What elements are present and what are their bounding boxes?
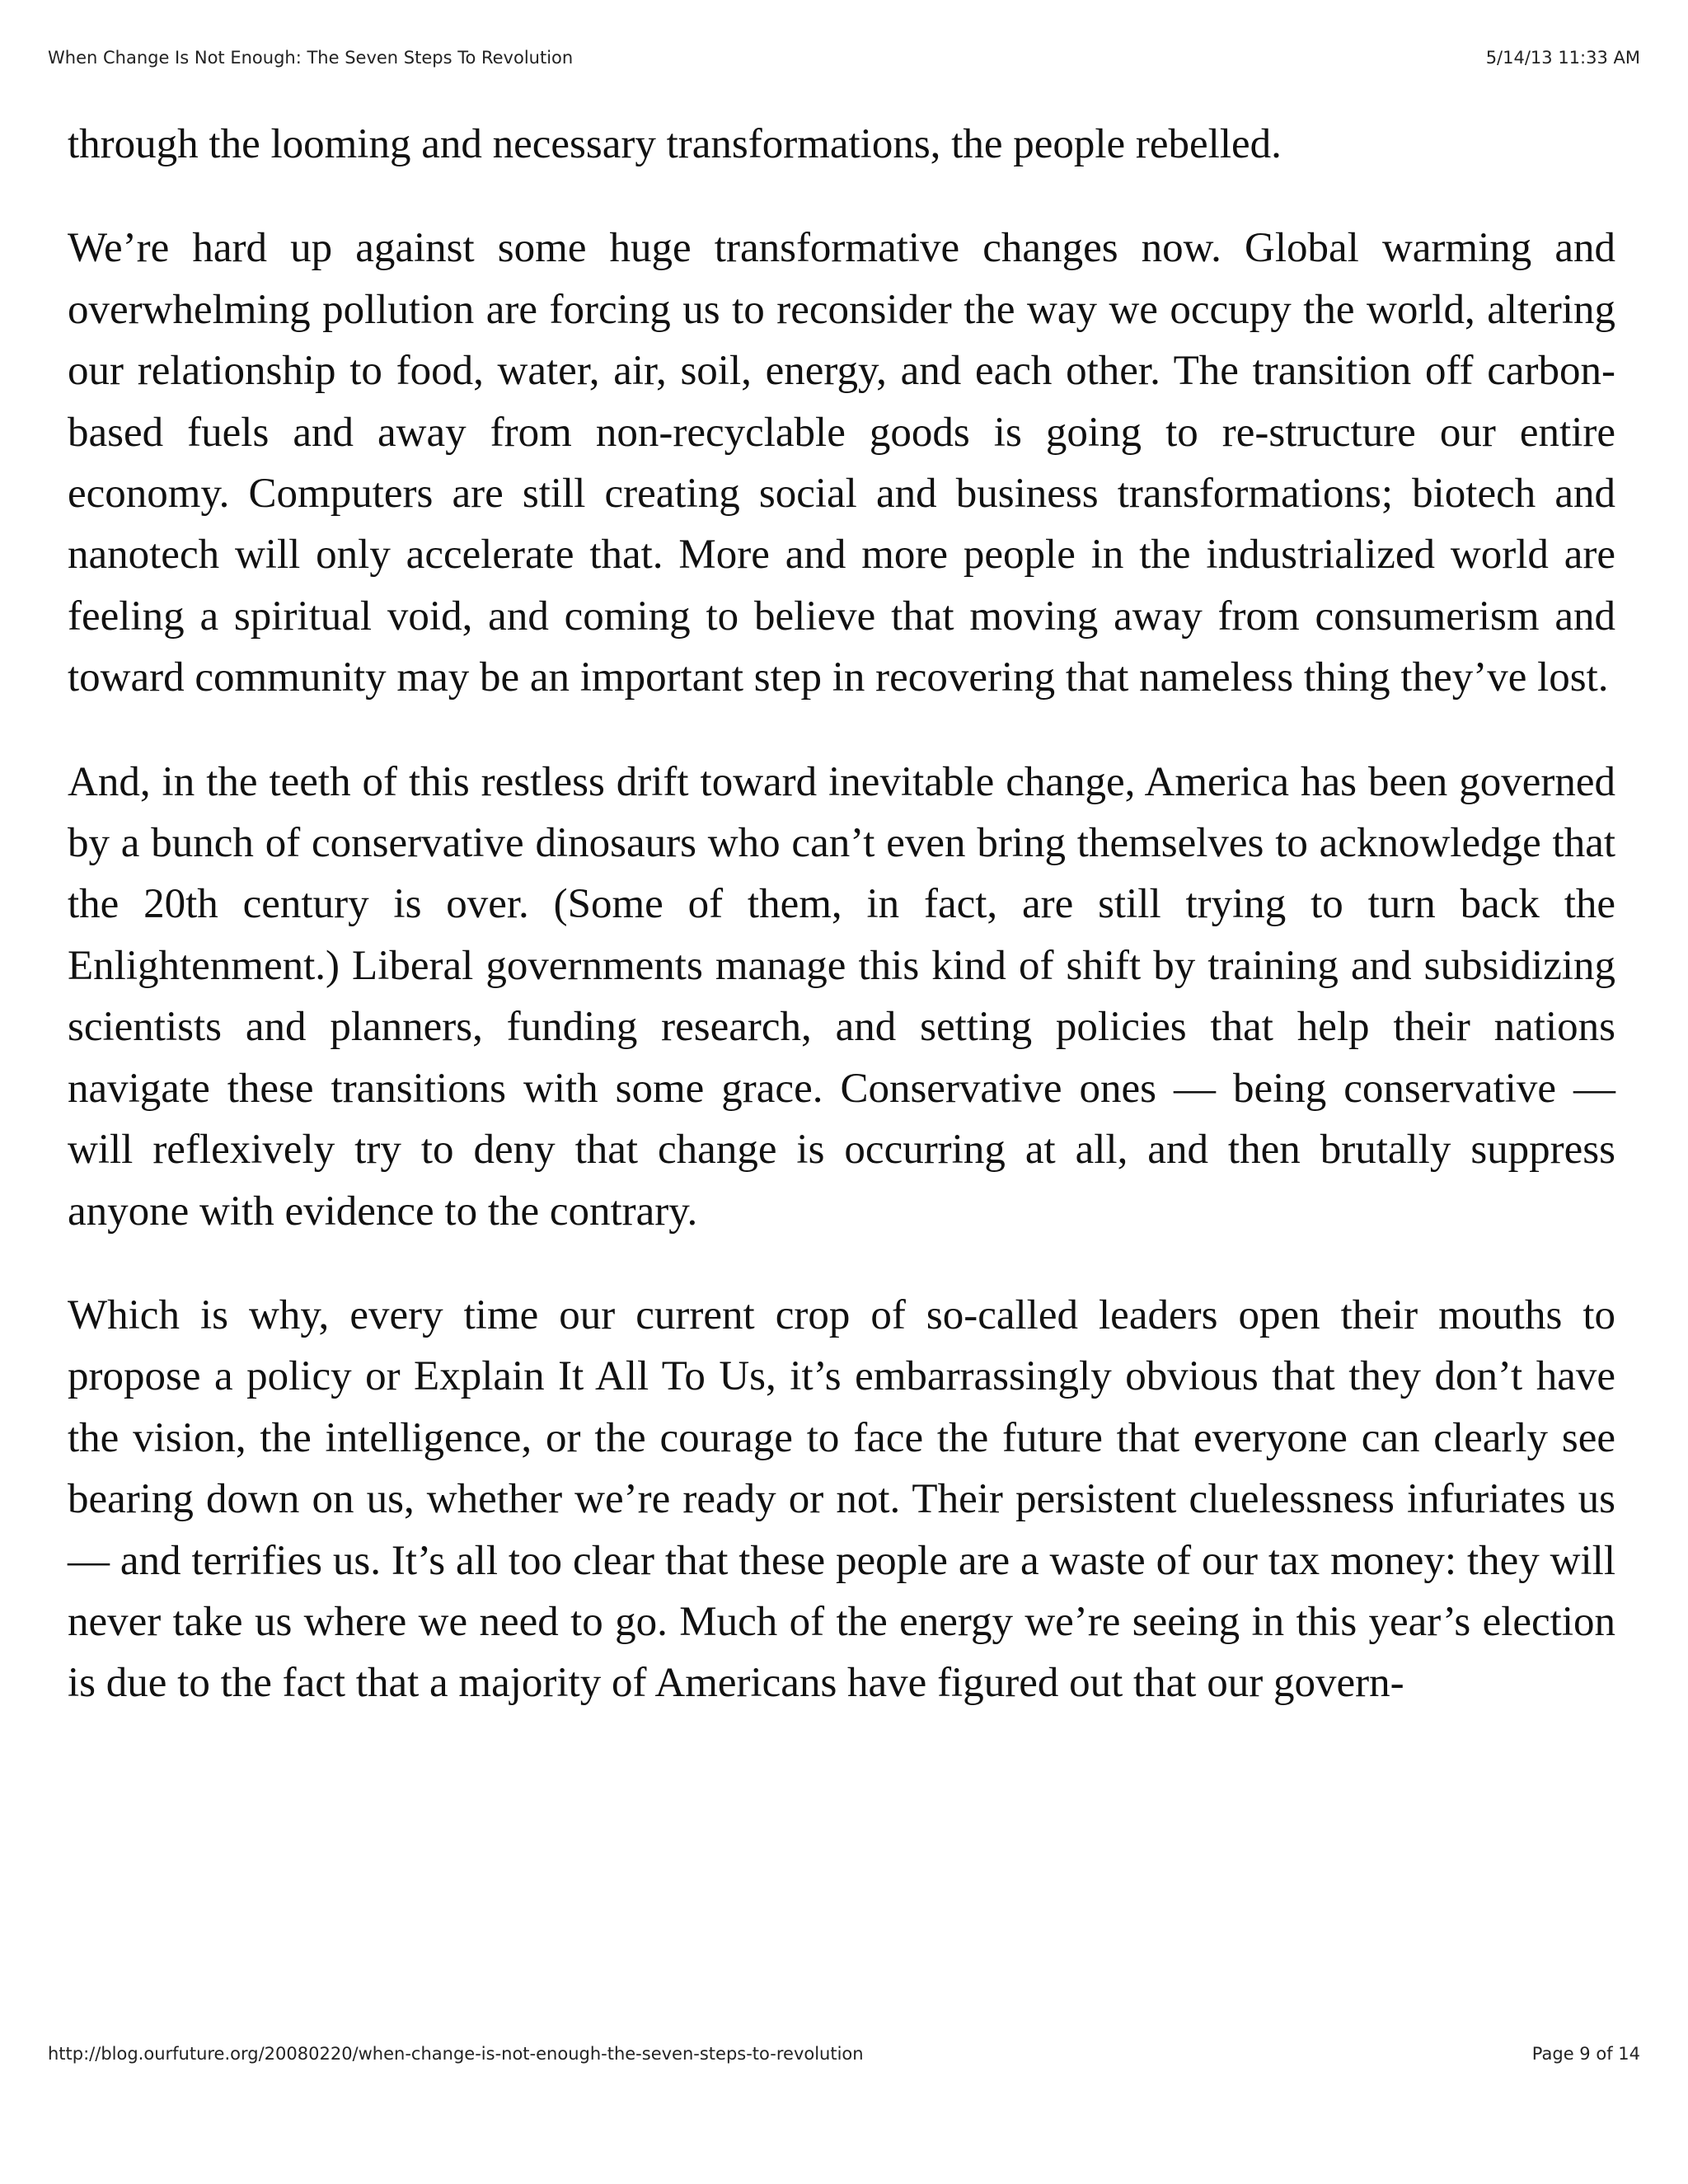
print-datetime: 5/14/13 11:33 AM [1485, 48, 1640, 68]
page-number: Page 9 of 14 [1531, 2044, 1640, 2064]
source-url: http://blog.ourfuture.org/20080220/when-change-is-not-enough-the-seven-steps-to-revolution [48, 2044, 864, 2064]
paragraph-1: through the looming and necessary transformations, the people rebelled. [68, 121, 1282, 167]
page-header [48, 48, 1640, 68]
paragraph-3: And, in the teeth of this restless drift toward inevitable change, America has been governed by a bunch of conservative dinosaurs who can’t even bring themselves to acknowledge that the 20th century is over. (Some of them, in fact, are still trying to turn back the Enlightenment.) Liberal governments manage this kind of shift by training and subsidizing scientists and planners, funding research, and setting policies that help their nations navigate these transitions with some grace. Conservative ones — being conservative — will reflexively try to deny that change is occurring at all, and then brutally suppress anyone with evidence to the contrary. [68, 758, 1615, 1235]
document-title: When Change Is Not Enough: The Seven Steps To Revolution [48, 48, 574, 68]
paragraph-4: Which is why, every time our current crop of so-called leaders open their mouths to propose a policy or Explain It All To Us, it’s embarrassingly obvious that they don’t have the vision, the intelligence, or the courage to face the future that everyone can clearly see bearing down on us, whether we’re ready or not. Their persistent cluelessness infuriates us — and terrifies us. It’s all too clear that these people are a waste of our tax money: they will never take us where we need to go. Much of the energy we’re seeing in this year’s election is due to the fact that a majority of Americans have figured out that our govern- [68, 1291, 1615, 1707]
paragraph-2: We’re hard up against some huge transformative changes now. Global warming and overwhelming pollution are forcing us to reconsider the way we occupy the world, altering our relationship to food, water, air, soil, energy, and each other. The transition off carbon-based fuels and away from non-recyclable goods is going to re-structure our entire economy. Computers are still creating social and business transformations; biotech and nanotech will only accelerate that. More and more people in the industrialized world are feeling a spiritual void, and coming to believe that moving away from consumerism and toward community may be an important step in recovering that nameless thing they’ve lost. [68, 225, 1615, 701]
page-footer [48, 2044, 1640, 2064]
article-body [68, 114, 1615, 1714]
